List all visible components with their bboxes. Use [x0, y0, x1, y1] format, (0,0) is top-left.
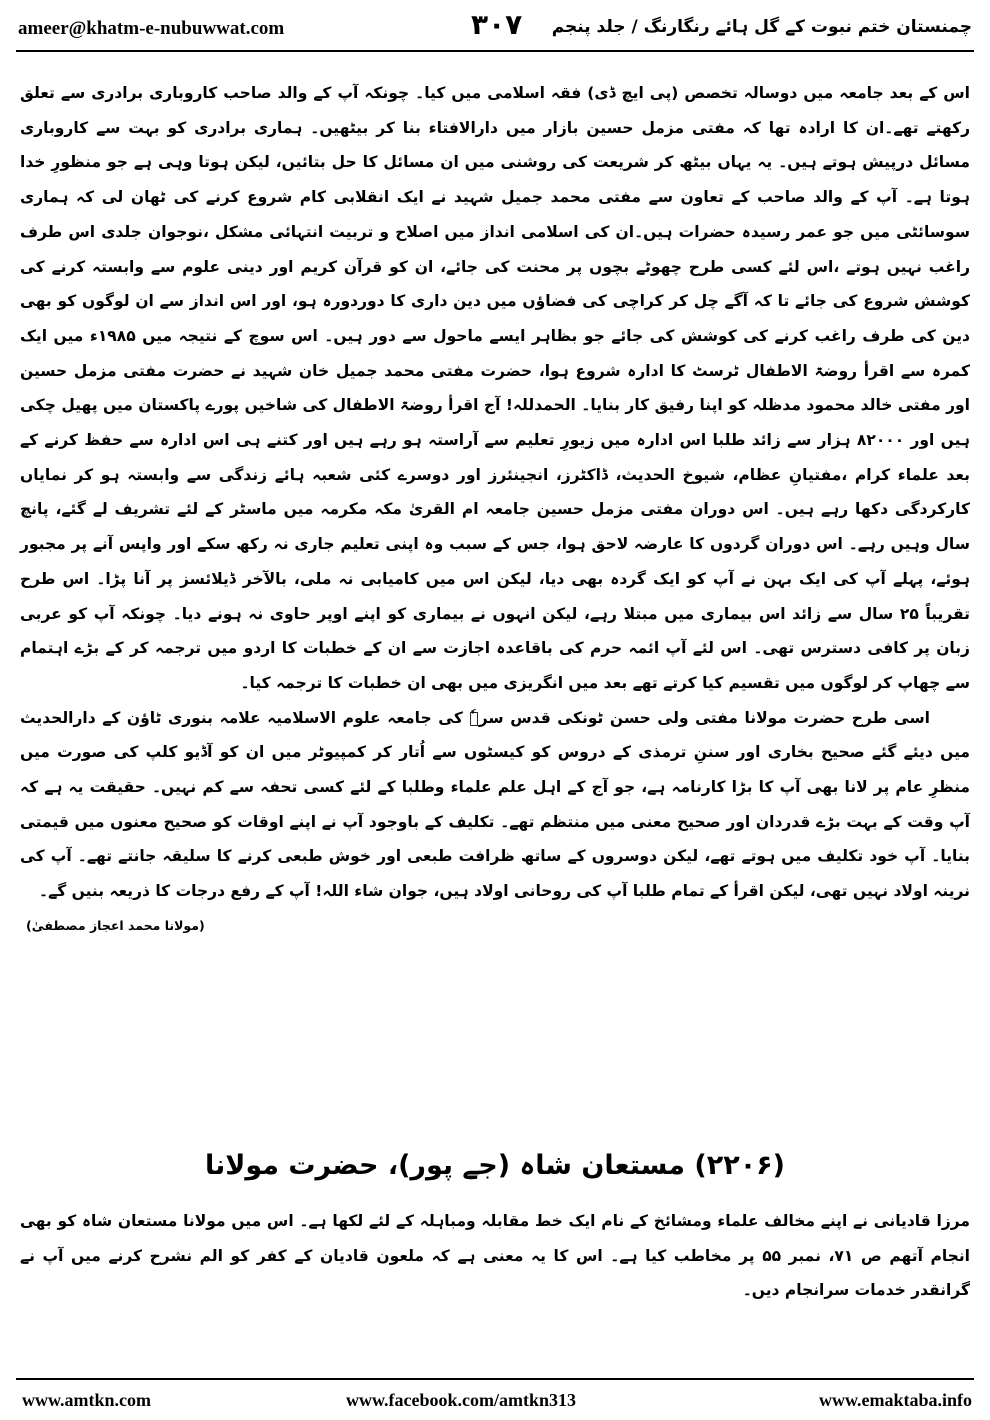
article-body	[20, 76, 970, 944]
footer-link-facebook[interactable]: www.facebook.com/amtkn313	[346, 1390, 576, 1410]
header-email: ameer@khatm-e-nubuwwat.com	[18, 18, 285, 39]
paragraph-1: اس کے بعد جامعہ میں دوسالہ تخصص (پی ایچ ڈی) فقہ اسلامی میں کیا۔ چونکہ آپ کے والد صاحب کاروباری برادری سے تعلق رکھتے تھے۔ان کا ارادہ تھا کہ مفتی مزمل حسین بازار میں دارالافتاء بنا کر بیٹھیں۔ ہماری برادری کو بہت سے کاروباری مسائل درپیش ہوتے ہیں۔ یہ یہاں بیٹھ کر شریعت کی روشنی میں ان مسائل کا حل بتائیں، لیکن ہوتا وہی ہے جو منظورِ خدا ہوتا ہے۔ آپ کے والد صاحب کے تعاون سے مفتی محمد جمیل شہید نے ایک انقلابی کام شروع کرنے کی ٹھان لی کہ ہماری سوسائٹی میں جو عمر رسیدہ حضرات ہیں۔ان کی اسلامی انداز میں اصلاح و تربیت انتہائی مشکل ،نوجوان جلدی اس طرف راغب نہیں ہوتے ،اس لئے کسی طرح چھوٹے بچوں پر محنت کی جائے، ان کو قرآن کریم اور دینی علوم سے وابستہ کرنے کی کوشش شروع کی جائے تا کہ آگے چل کر کراچی کی فضاؤں میں دین داری کا دوردورہ ہو، اور اس انداز سے ان لوگوں کو بھی دین کی طرف راغب کرنے کی کوشش کی جائے جو بظاہر ایسے ماحول سے دور ہیں۔ اس سوچ کے نتیجہ میں ۱۹۸۵ء میں ایک کمرہ سے اقرأ روضۃ الاطفال ٹرسٹ کا ادارہ شروع ہوا، حضرت مفتی محمد جمیل خان شہید نے حضرت مفتی مزمل حسین اور مفتی خالد محمود مدظلہ کو اپنا رفیق کار بنایا۔ الحمدللہ! آج اقرأ روضۃ الاطفال کی شاخیں پورے پاکستان میں پھیل چکی ہیں اور ۸۲۰۰۰ ہزار سے زائد طلبا اس ادارہ میں زیورِ تعلیم سے آراستہ ہو رہے ہیں اور کتنے ہی اس ادارہ سے حفظ کرنے کے بعد علماء کرام ،مفتیانِ عظام، شیوخ الحدیث، ڈاکٹرز، انجینئرز اور دوسرے کئی شعبہ ہائے زندگی سے وابستہ ہو کر نمایاں کارکردگی دکھا رہے ہیں۔ اس دوران مفتی مزمل حسین جامعہ ام القریٰ مکہ مکرمہ میں ماسٹر کے لئے تشریف لے گئے، پانچ سال وہیں رہے۔ اس دوران گردوں کا عارضہ لاحق ہوا، جس کے سبب وہ اپنی تعلیم جاری نہ رکھ سکے اور واپس آنے پر مجبور ہوئے، پہلے آپ کی ایک بہن نے آپ کو ایک گردہ بھی دیا، لیکن اس میں کامیابی نہ ملی، بالآخر ڈیلائسز پر آنا پڑا۔ اس طرح تقریباً ۲۵ سال سے زائد اس بیماری میں مبتلا رہے، لیکن انہوں نے بیماری کو اپنے اوپر حاوی نہ ہونے دیا۔ چونکہ آپ کو عربی زبان پر کافی دسترس تھی۔ اس لئے آپ ائمہ حرم کی باقاعدہ اجازت سے ان کے خطبات کا اردو میں ترجمہ کر کے بڑے اہتمام سے چھاپ کر لوگوں میں تقسیم کیا کرتے تھے بعد میں انگریزی میں بھی ان خطبات کا ترجمہ کیا۔	[20, 84, 971, 692]
author-signature: (مولانا محمد اعجاز مصطفیٰ)	[26, 917, 205, 933]
paragraph-2-text: اسی طرح حضرت مولانا مفتی ولی حسن ٹونکی قدس سرہٗ کی جامعہ علوم الاسلامیہ علامہ بنوری ٹاؤن کے دارالحدیث میں دیئے گئے صحیح بخاری اور سننِ ترمذی کے دروس کو کیسٹوں سے اُتار کر کمپیوٹر میں ان کو آڈیو کلپ کی صورت میں منظرِ عام پر لانا بھی آپ کا بڑا کارنامہ ہے، جو آج کے اہل علم علماء وطلبا کے لئے کسی تحفہ سے کم نہیں۔ حقیقت یہ ہے کہ آپ وقت کے بہت بڑے قدردان اور صحیح معنی میں منتظم تھے۔ تکلیف کے باوجود آپ نے اپنے اوقات کو صحیح معنوں میں قیمتی بنایا۔ آپ خود تکلیف میں ہوتے تھے، لیکن دوسروں کے ساتھ ظرافت طبعی اور خوش طبعی کرنے کا سلیقہ جانتے تھے۔ آپ کی نرینہ اولاد نہیں تھی، لیکن اقرأ کے تمام طلبا آپ کی روحانی اولاد ہیں، جوان شاء اللہ! آپ کے رفع درجات کا ذریعہ بنیں گے۔	[20, 708, 970, 901]
page-footer	[16, 1378, 974, 1416]
section-heading: (۲۲۰۶) مستعان شاہ (جے پور)، حضرت مولانا	[205, 1150, 785, 1181]
section-body	[20, 1204, 970, 1308]
page-header	[16, 8, 974, 52]
paragraph-2	[20, 701, 970, 933]
book-title: چمنستان ختم نبوت کے گل ہائے رنگارنگ / جلد پنجم	[551, 17, 972, 37]
paragraph-3: مرزا قادیانی نے اپنے مخالف علماء ومشائخ کے نام ایک خط مقابلہ ومباہلہ کے لئے لکھا ہے۔ اس میں مولانا مستعان شاہ کو بھی انجام آتھم ص ۷۱، نمبر ۵۵ پر مخاطب کیا ہے۔ اس کا یہ معنی ہے کہ ملعون قادیان کے کفر کو الم نشرح کرنے میں آپ نے گرانقدر خدمات سرانجام دیں۔	[20, 1212, 970, 1300]
page-number: ۳۰۷	[471, 8, 523, 41]
footer-link-amtkn[interactable]: www.amtkn.com	[22, 1390, 151, 1410]
footer-link-emaktaba[interactable]: www.emaktaba.info	[818, 1390, 972, 1410]
